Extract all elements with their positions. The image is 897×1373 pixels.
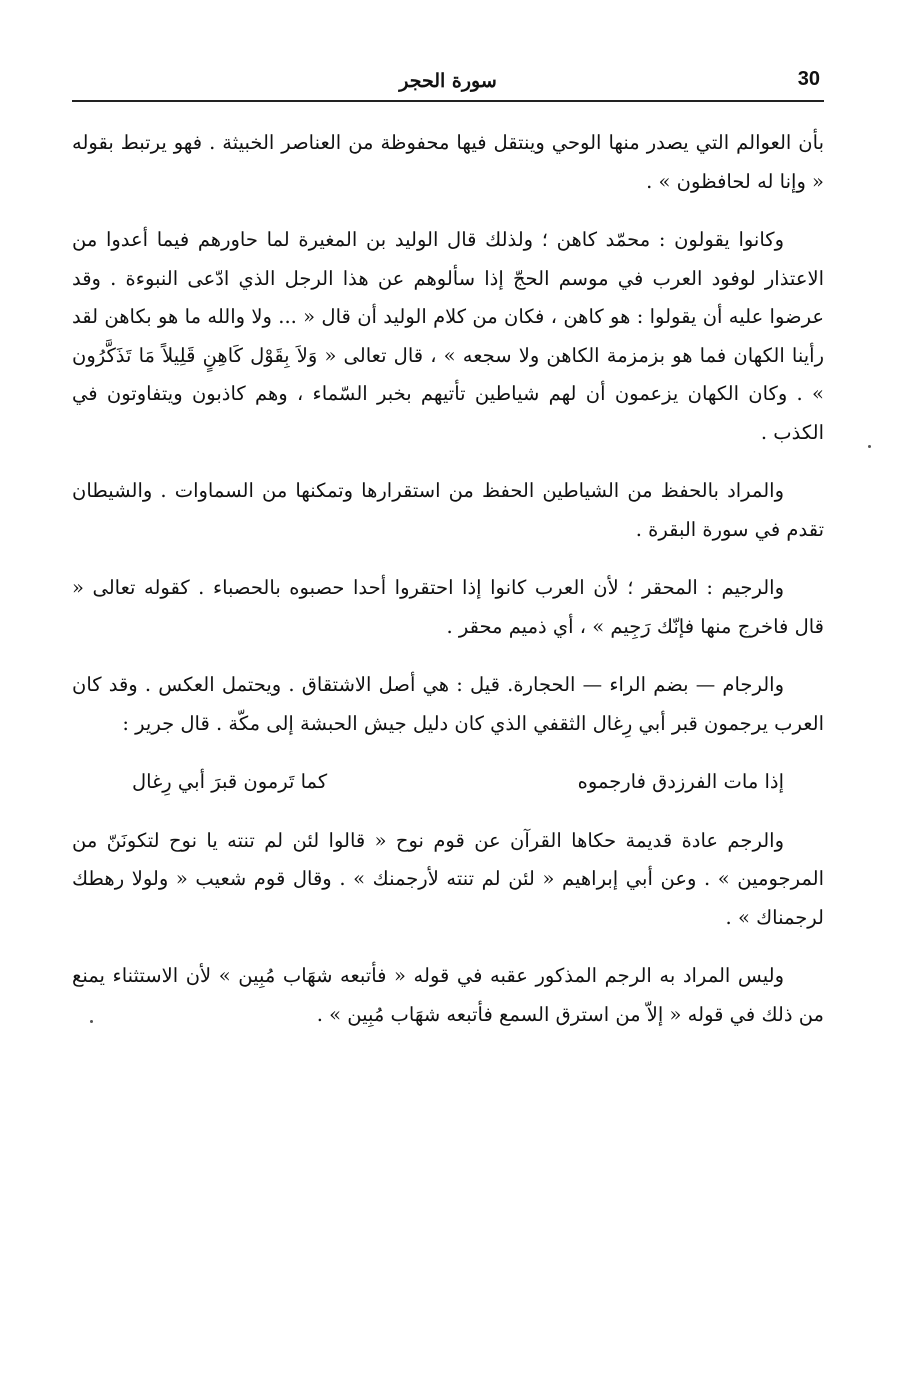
verse-left-hemistich: كما تَرمون قبرَ أبي رِغال — [132, 770, 328, 793]
page-header — [72, 62, 824, 102]
paragraph-3: والمراد بالحفظ من الشياطين الحفظ من استقرارها وتمكنها من السماوات . والشيطان تقدم في سورة البقرة . — [72, 479, 824, 541]
paragraph-4: والرجيم : المحقر ؛ لأن العرب كانوا إذا احتقروا أحدا حصبوه بالحصباء . كقوله تعالى « قال فاخرج منها فإنّك رَجِيم » ، أي ذميم محقر . — [72, 576, 824, 638]
paragraph-6: والرجم عادة قديمة حكاها القرآن عن قوم نوح « قالوا لئن لم تنته يا نوح لتكونَنّ من المرجومين » . وعن أبي إبراهيم « لئن لم تنته لأرجمنك » . وقال قوم شعيب « ولولا رهطك لرجمناك » . — [72, 828, 824, 929]
page-number: 30 — [797, 68, 820, 90]
paragraph-2: وكانوا يقولون : محمّد كاهن ؛ ولذلك قال الوليد بن المغيرة لما حاورهم فيما أعدوا من الاعتذار لوفود العرب في موسم الحجّ إذا سألوهم عن هذا الرجل الذي ادّعى النبوءة . وقد عرضوا عليه أن يقولوا : هو كاهن ، فكان من كلام الوليد أن قال « ... ولا والله ما هو بكاهن لقد رأينا الكهان فما هو بزمزمة الكاهن ولا سجعه » ، قال تعالى « وَلاَ بِقَوْل كَاهِنٍ قَلِيلاً مَا تَذَكَّرُون » . وكان الكهان يزعمون أن لهم شياطين تأتيهم بخبر السّماء ، وهم كاذبون ويتفاوتون في الكذب . — [72, 228, 824, 444]
paragraph-1: بأن العوالم التي يصدر منها الوحي وينتقل فيها محفوظة من العناصر الخبيثة . فهو يرتبط بقوله « وإنا له لحافظون » . — [72, 131, 824, 193]
body-text — [72, 124, 824, 1054]
scan-speck — [90, 1020, 93, 1023]
paragraph-7: وليس المراد به الرجم المذكور عقبه في قوله « فأتبعه شهَاب مُبِين » لأن الاستثناء يمنع من ذلك في قوله « إلاّ من استرق السمع فأتبعه شهَاب مُبِين » . — [72, 964, 824, 1026]
scan-speck — [868, 445, 871, 448]
verse-right-hemistich: إذا مات الفرزدق فارجموه — [577, 770, 784, 793]
paragraph-5: والرجام — بضم الراء — الحجارة. قيل : هي أصل الاشتقاق . ويحتمل العكس . وقد كان العرب يرجمون قبر أبي رِغال الثقفي الذي كان دليل جيش الحبشة إلى مكّة . قال جرير : — [72, 673, 824, 735]
poetry-verse — [72, 763, 824, 802]
running-title: سورة الحجر — [399, 70, 497, 92]
